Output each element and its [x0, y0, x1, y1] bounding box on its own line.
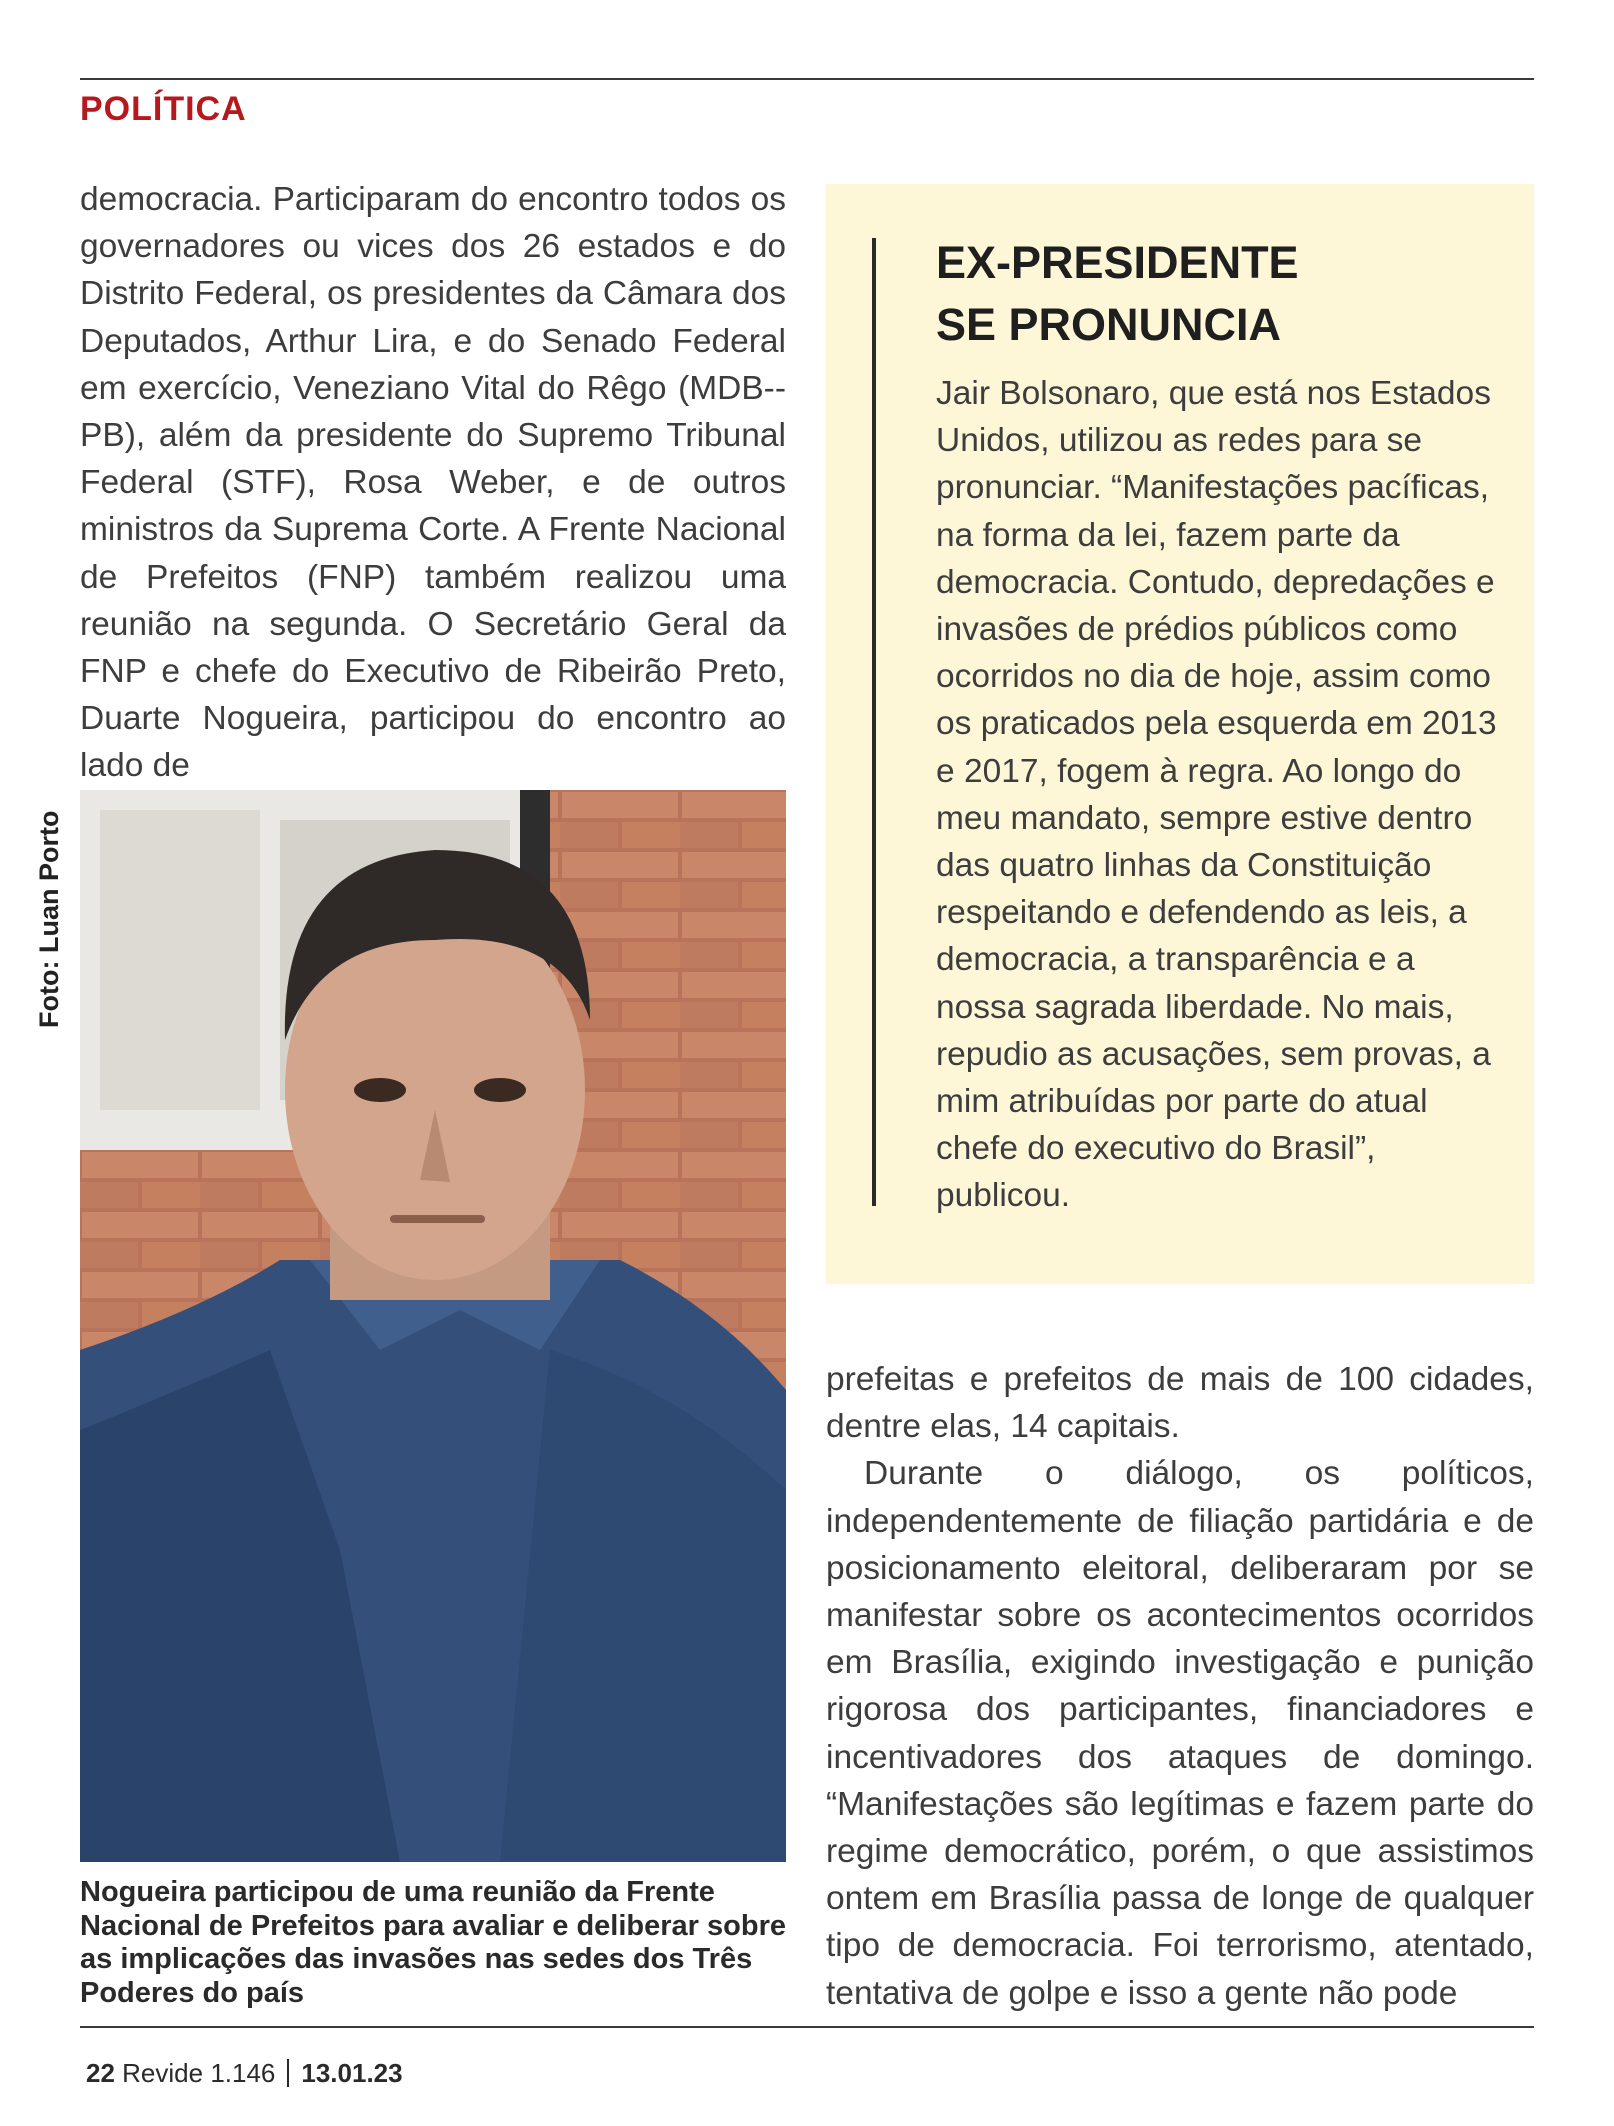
article-paragraph: Durante o diálogo, os políticos, independentemente de filiação partidária e de posicionamento eleitoral, deliberaram por se manifestar sobre os acontecimentos ocorridos em Brasília, exigindo investigação e punição rigorosa dos participantes, financiadores e incentivadores dos ataques de domingo. “Manifestações são legítimas e fazem parte do regime democrático, porém, o que assistimos ontem em Brasília passa de longe de qualquer tipo de democracia. Foi terrorismo, atentado, tentativa de golpe e isso a gente não pode: [826, 1455, 1534, 2012]
section-label: POLÍTICA: [80, 90, 247, 128]
top-rule: [80, 78, 1534, 80]
sidebar-title-line1: EX-PRESIDENTE: [936, 237, 1299, 288]
magazine-issue: Revide 1.146: [122, 2058, 276, 2088]
article-column-right: [826, 1356, 1534, 2017]
issue-date: 13.01.23: [301, 2058, 403, 2088]
article-paragraph: prefeitas e prefeitos de mais de 100 cidades, dentre elas, 14 capitais.: [826, 1361, 1534, 1446]
sidebar-title-line2: SE PRONUNCIA: [936, 299, 1282, 350]
sidebar-title: [936, 232, 1496, 356]
photo-credit: Foto: Luan Porto: [34, 810, 64, 1028]
article-column-left: [80, 176, 786, 790]
sidebar-vertical-bar: [872, 238, 876, 1206]
sidebar-box: [826, 184, 1534, 1284]
page-footer: [86, 2058, 403, 2089]
portrait-illustration: [80, 790, 786, 1862]
page-number: 22: [86, 2058, 115, 2088]
article-photo: [80, 790, 786, 1862]
bottom-rule: [80, 2026, 1534, 2028]
footer-divider: [287, 2059, 289, 2087]
photo-caption: Nogueira participou de uma reunião da Frente Nacional de Prefeitos para avaliar e deliberar sobre as implicações das invasões nas sedes dos Três Poderes do país: [80, 1876, 786, 2009]
sidebar-text: Jair Bolsonaro, que está nos Estados Unidos, utilizou as redes para se pronunciar. “Manifestações pacíficas, na forma da lei, fazem parte da democracia. Contudo, depredações e invasões de prédios públicos como ocorridos no dia de hoje, assim como os praticados pela esquerda em 2013 e 2017, fogem à regra. Ao longo do meu mandato, sempre estive dentro das quatro linhas da Constituição respeitando e defendendo as leis, a democracia, a transparência e a nossa sagrada liberdade. No mais, repudio as acusações, sem provas, a mim atribuídas por parte do atual chefe do executivo do Brasil”, publicou.: [936, 375, 1497, 1215]
article-paragraph: democracia. Participaram do encontro todos os governadores ou vices dos 26 estados e do Distrito Federal, os presidentes da Câmara dos Deputados, Arthur Lira, e do Senado Federal em exercício, Veneziano Vital do Rêgo (MDB--PB), além da presidente do Supremo Tribunal Federal (STF), Rosa Weber, e de outros ministros da Suprema Corte. A Frente Nacional de Prefeitos (FNP) também realizou uma reunião na segunda. O Secretário Geral da FNP e chefe do Executivo de Ribeirão Preto, Duarte Nogueira, participou do encontro ao lado de: [80, 181, 786, 785]
